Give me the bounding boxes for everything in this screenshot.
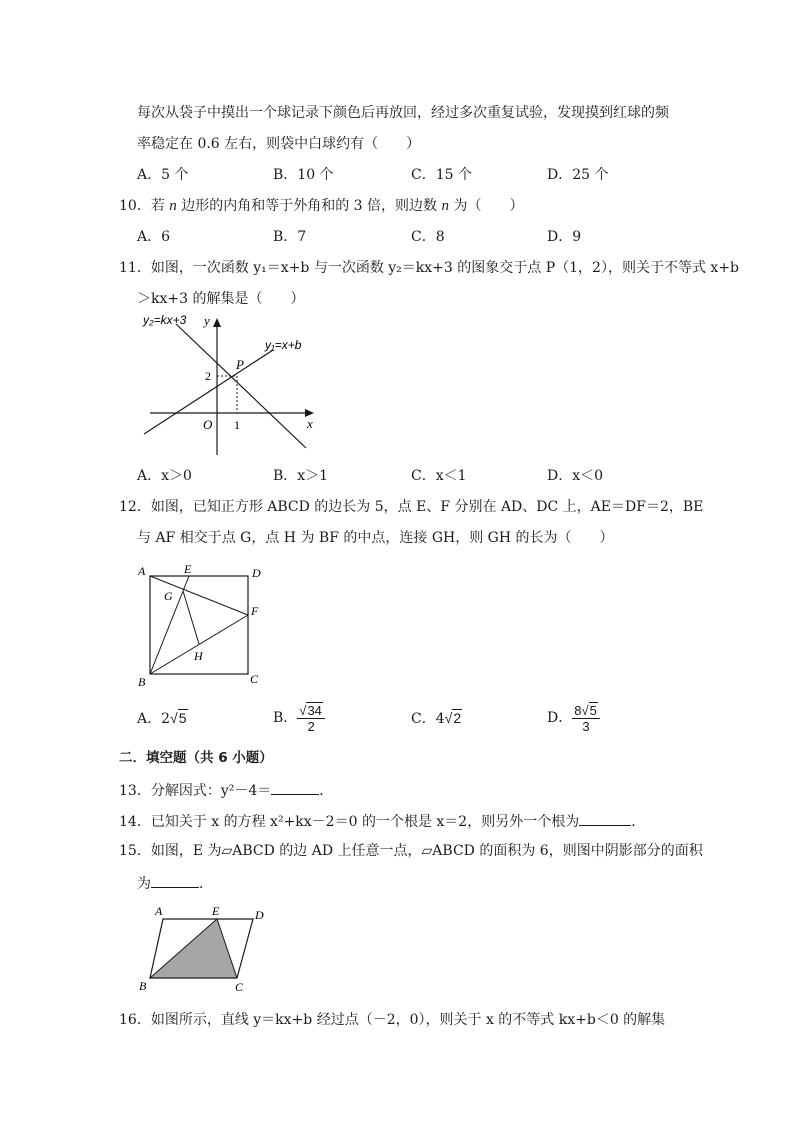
q10-option-c: C．8	[411, 229, 445, 245]
option-d-prefix: D．	[547, 710, 573, 726]
q10-option-b: B．7	[273, 229, 307, 245]
q12-option-a: A．2√5	[137, 710, 187, 727]
q15-line1: 15．如图，E 为▱ABCD 的边 AD 上任意一点，▱ABCD 的面积为 6，则图中阴影部分的面积	[119, 843, 703, 859]
q10-n2: n	[441, 198, 449, 214]
q12-option-d	[547, 701, 600, 735]
q10-number: 10．	[119, 198, 151, 214]
option-d-radicand: 5	[589, 702, 597, 718]
q11-option-c: C．x＜1	[411, 468, 467, 484]
q10-stem	[119, 197, 523, 215]
label-y2: y₂=kx+3	[143, 313, 187, 327]
q9-option-d: D．25 个	[547, 167, 609, 183]
q10-n1: n	[169, 198, 177, 214]
label-p: P	[236, 357, 244, 372]
label-c: C	[235, 980, 244, 994]
q15-line2	[137, 873, 213, 893]
q13-end: ．	[319, 783, 334, 799]
q12-option-b	[273, 701, 325, 735]
label-y-axis: y	[204, 313, 210, 328]
label-two: 2	[205, 369, 211, 383]
label-e: E	[212, 904, 220, 918]
q13-answer-blank[interactable]	[271, 780, 319, 795]
label-c: C	[250, 672, 259, 686]
q14	[119, 811, 645, 831]
label-f: F	[251, 604, 259, 618]
option-b-radicand: 34	[307, 702, 322, 718]
q14-text: 14．已知关于 x 的方程 x²+kx－2＝0 的一个根是 x＝2，则另外一个根为	[119, 814, 580, 830]
label-a: A	[138, 564, 146, 578]
q12-line1: 12．如图，已知正方形 ABCD 的边长为 5，点 E、F 分别在 AD、DC 上，AE＝DF＝2，BE	[119, 499, 704, 515]
q15-line2-pre: 为	[137, 876, 151, 892]
q11-line2: ＞kx+3 的解集是（ ）	[137, 291, 305, 307]
label-e: E	[184, 562, 192, 576]
q11-line1: 11．如图，一次函数 y₁＝x+b 与一次函数 y₂＝kx+3 的图象交于点 P（1，2），则关于不等式 x+b	[119, 260, 739, 276]
q12-figure	[136, 562, 266, 690]
label-one: 1	[234, 418, 240, 432]
label-d: D	[252, 566, 261, 580]
q16-line1: 16．如图所示，直线 y＝kx+b 经过点（－2，0），则关于 x 的不等式 kx+b＜0 的解集	[119, 1012, 666, 1028]
label-h: H	[194, 649, 203, 663]
label-a: A	[155, 904, 163, 918]
q9-option-a: A．5 个	[137, 167, 189, 183]
label-origin: O	[203, 417, 213, 432]
option-d-fraction: $\frac{8√5}{3}$	[572, 703, 600, 734]
shaded-triangle-ebc	[150, 919, 237, 978]
q14-answer-blank[interactable]	[579, 811, 631, 826]
option-a-prefix: A．2	[137, 711, 171, 727]
q9-option-b: B．10 个	[273, 167, 334, 183]
option-b-prefix: B．	[273, 710, 298, 726]
option-b-fraction: $\frac{√34}{2}$	[297, 703, 325, 734]
q13	[119, 780, 333, 800]
q11-option-b: B．x＞1	[273, 468, 329, 484]
q12-option-c: C．4√2	[411, 710, 462, 727]
q11-option-a: A．x＞0	[137, 468, 192, 484]
segment-gh	[183, 591, 199, 644]
q15-answer-blank[interactable]	[151, 873, 199, 888]
q9-line1: 每次从袋子中摸出一个球记录下颜色后再放回，经过多次重复试验，发现摸到红球的频	[137, 105, 669, 121]
q9-option-c: C．15 个	[411, 167, 472, 183]
y-axis-arrow	[213, 318, 221, 327]
label-b: B	[139, 979, 147, 993]
option-b-denominator: 2	[307, 718, 315, 734]
q10-option-d: D．9	[547, 229, 582, 245]
section-title-fill-in: 二．填空题（共 6 小题）	[119, 750, 273, 766]
label-d: D	[255, 908, 264, 922]
q14-end: ．	[631, 814, 646, 830]
q10-option-a: A．6	[137, 229, 171, 245]
q10-text-c: 为（ ）	[449, 198, 524, 214]
label-b: B	[138, 675, 146, 689]
q11-graph	[138, 310, 328, 460]
option-d-denominator: 3	[582, 718, 590, 734]
option-c-prefix: C．4	[411, 711, 445, 727]
option-a-radicand: 5	[178, 710, 187, 726]
q15-figure	[136, 902, 271, 994]
q12-line2: 与 AF 相交于点 G，点 H 为 BF 的中点，连接 GH，则 GH 的长为（ ）	[137, 530, 614, 546]
option-d-coef: 8	[574, 702, 582, 718]
q9-line2: 率稳定在 0.6 左右，则袋中白球约有（ ）	[137, 136, 421, 152]
option-c-radicand: 2	[453, 710, 462, 726]
q10-text-b: 边形的内角和等于外角和的 3 倍，则边数	[176, 198, 442, 214]
q11-option-d: D．x＜0	[547, 468, 604, 484]
segment-bf	[150, 615, 248, 674]
label-x-axis: x	[307, 416, 313, 431]
label-y1: y₁=x+b	[265, 338, 302, 352]
label-g: G	[164, 589, 173, 603]
q13-text: 13．分解因式：y²－4＝	[119, 783, 272, 799]
q15-end: ．	[199, 876, 213, 892]
q10-text-a: 若	[150, 198, 170, 214]
